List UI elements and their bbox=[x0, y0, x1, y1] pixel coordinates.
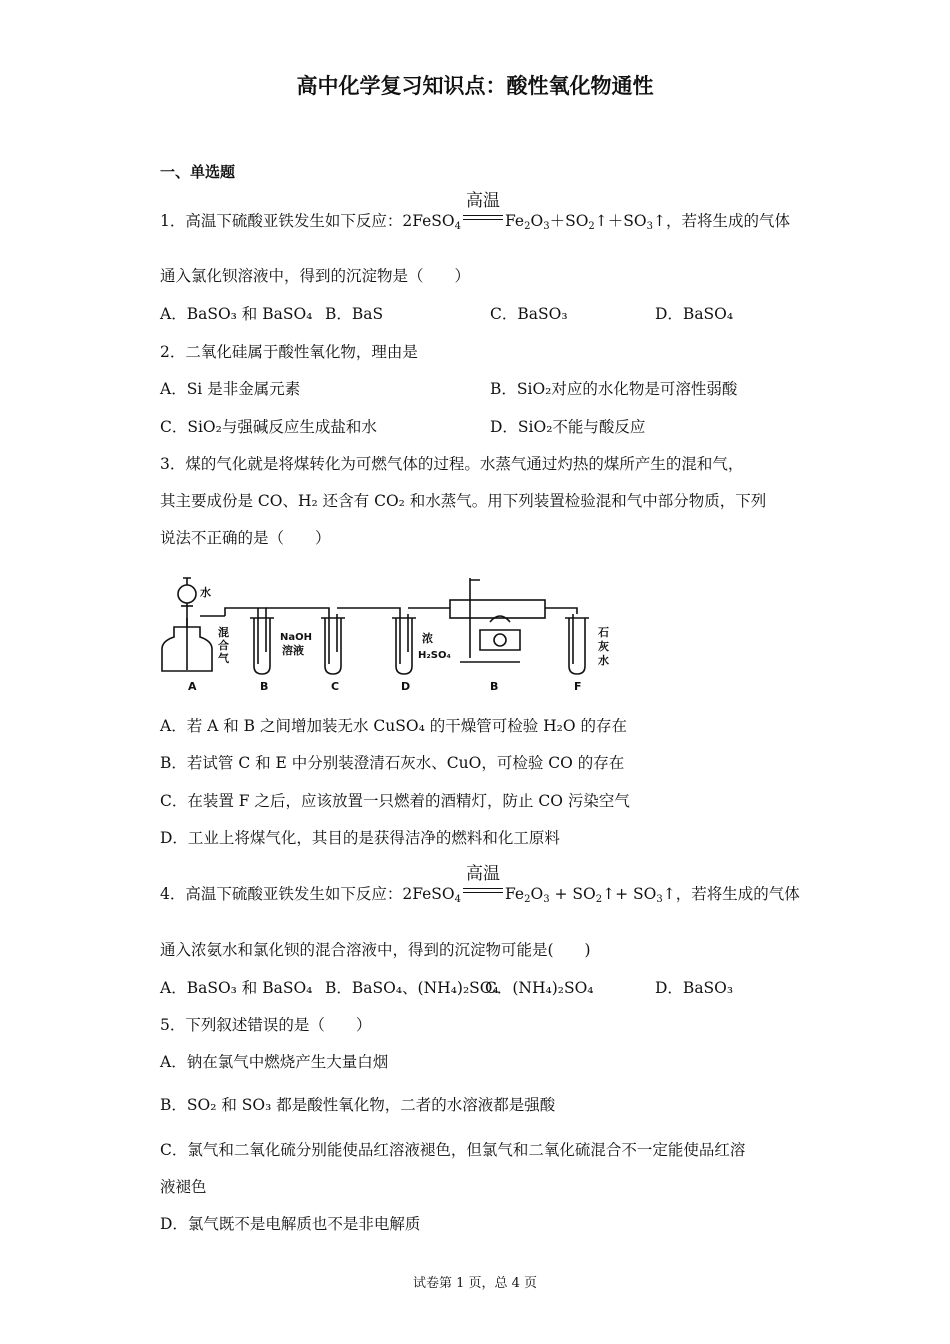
q5-stem: 5．下列叙述错误的是（ ） bbox=[160, 1016, 372, 1034]
q3-option-d[interactable]: D．工业上将煤气化，其目的是获得洁净的燃料和化工原料 bbox=[160, 829, 560, 847]
q2-option-d[interactable]: D．SiO₂不能与酸反应 bbox=[490, 418, 646, 436]
label-mixed-1: 混 bbox=[218, 626, 229, 639]
q1-condition: 高温 bbox=[463, 212, 503, 224]
q4-option-d[interactable]: D．BaSO₃ bbox=[655, 979, 734, 997]
label-h2so4-1: 浓 bbox=[422, 632, 433, 645]
label-lime-2: 灰 bbox=[598, 640, 609, 653]
q5-option-b[interactable]: B．SO₂ 和 SO₃ 都是酸性氧化物，二者的水溶液都是强酸 bbox=[160, 1096, 556, 1114]
q4-option-c[interactable]: C．(NH₄)₂SO₄ bbox=[485, 979, 594, 997]
q5-option-a[interactable]: A．钠在氯气中燃烧产生大量白烟 bbox=[160, 1053, 389, 1071]
label-lime-1: 石 bbox=[598, 626, 609, 639]
q1-option-d[interactable]: D．BaSO₄ bbox=[655, 305, 734, 323]
q5-option-d[interactable]: D．氯气既不是电解质也不是非电解质 bbox=[160, 1215, 421, 1233]
label-naoh-1: NaOH bbox=[280, 632, 312, 643]
q3-line1: 3．煤的气化就是将煤转化为可燃气体的过程。水蒸气通过灼热的煤所产生的混和气， bbox=[160, 455, 744, 473]
q5-option-c-cont: 液褪色 bbox=[160, 1178, 207, 1196]
q2-option-a[interactable]: A．Si 是非金属元素 bbox=[160, 380, 301, 398]
q1-line1-pre: 1．高温下硫酸亚铁发生如下反应：2FeSO bbox=[160, 212, 455, 230]
q5-option-c[interactable]: C．氯气和二氧化硫分别能使品红溶液褪色，但氯气和二氧化硫混合不一定能使品红溶 bbox=[160, 1141, 746, 1159]
label-letter-a: A bbox=[188, 680, 197, 693]
q4-option-b[interactable]: B．BaSO₄、(NH₄)₂SO₄ bbox=[325, 979, 499, 997]
page-title: 高中化学复习知识点：酸性氧化物通性 bbox=[296, 74, 654, 98]
q3-option-b[interactable]: B．若试管 C 和 E 中分别装澄清石灰水、CuO，可检验 CO 的存在 bbox=[160, 754, 625, 772]
apparatus-diagram bbox=[160, 570, 620, 695]
q1-line1-tail: ，若将生成的气体 bbox=[665, 212, 790, 230]
section-heading: 一、单选题 bbox=[160, 163, 236, 181]
q1-option-b[interactable]: B．BaS bbox=[325, 305, 384, 323]
q1-line1-post: Fe bbox=[505, 212, 525, 230]
q4-line1: 4．高温下硫酸亚铁发生如下反应：2FeSO$_4$ 高温 $Fe_2O_3$ + $SO_2↑+$ $SO_3↑$，若将生成的气体 bbox=[160, 864, 800, 905]
q4-condition: 高温 bbox=[463, 885, 503, 897]
q1-line1: 1．高温下硫酸亚铁发生如下反应：2FeSO$_4$ 高温 $Fe_2O_3+SO_2↑+SO_3↑$，若将生成的气体 bbox=[160, 191, 790, 232]
q4-line1-tail: ，若将生成的气体 bbox=[675, 885, 800, 903]
q4-line1-post: Fe bbox=[505, 885, 525, 903]
label-naoh-2: 溶液 bbox=[282, 644, 304, 657]
label-letter-e: B bbox=[490, 680, 499, 693]
q3-option-c[interactable]: C．在装置 F 之后，应该放置一只燃着的酒精灯，防止 CO 污染空气 bbox=[160, 792, 630, 810]
q4-line1-pre: 4．高温下硫酸亚铁发生如下反应：2FeSO bbox=[160, 885, 455, 903]
label-mixed-3: 气 bbox=[218, 652, 229, 665]
q3-option-a[interactable]: A．若 A 和 B 之间增加装无水 CuSO₄ 的干燥管可检验 H₂O 的存在 bbox=[160, 717, 628, 735]
q1-option-c[interactable]: C．BaSO₃ bbox=[490, 305, 568, 323]
label-h2so4-2: H₂SO₄ bbox=[418, 650, 451, 661]
label-water: 水 bbox=[200, 586, 211, 599]
q4-option-a[interactable]: A．BaSO₃ 和 BaSO₄ bbox=[160, 979, 313, 997]
label-letter-f: F bbox=[574, 680, 582, 693]
q3-line3: 说法不正确的是（ ） bbox=[160, 529, 331, 547]
q2-option-c[interactable]: C．SiO₂与强碱反应生成盐和水 bbox=[160, 418, 377, 436]
q2-option-b[interactable]: B．SiO₂对应的水化物是可溶性弱酸 bbox=[490, 380, 738, 398]
q3-line2: 其主要成份是 CO、H₂ 还含有 CO₂ 和水蒸气。用下列装置检验混和气中部分物质，下列 bbox=[160, 492, 767, 510]
q1-line2: 通入氯化钡溶液中，得到的沉淀物是（ ） bbox=[160, 267, 471, 285]
label-letter-b: B bbox=[260, 680, 269, 693]
label-lime-3: 水 bbox=[598, 654, 609, 667]
label-letter-c: C bbox=[331, 680, 340, 693]
page-footer: 试卷第 1 页，总 4 页 bbox=[412, 1276, 538, 1291]
q4-line2: 通入浓氨水和氯化钡的混合溶液中，得到的沉淀物可能是( ) bbox=[160, 941, 591, 959]
q2-stem: 2．二氧化硅属于酸性氧化物，理由是 bbox=[160, 343, 418, 361]
label-letter-d: D bbox=[401, 680, 411, 693]
label-mixed-2: 合 bbox=[218, 639, 229, 652]
q1-option-a[interactable]: A．BaSO₃ 和 BaSO₄ bbox=[160, 305, 313, 323]
